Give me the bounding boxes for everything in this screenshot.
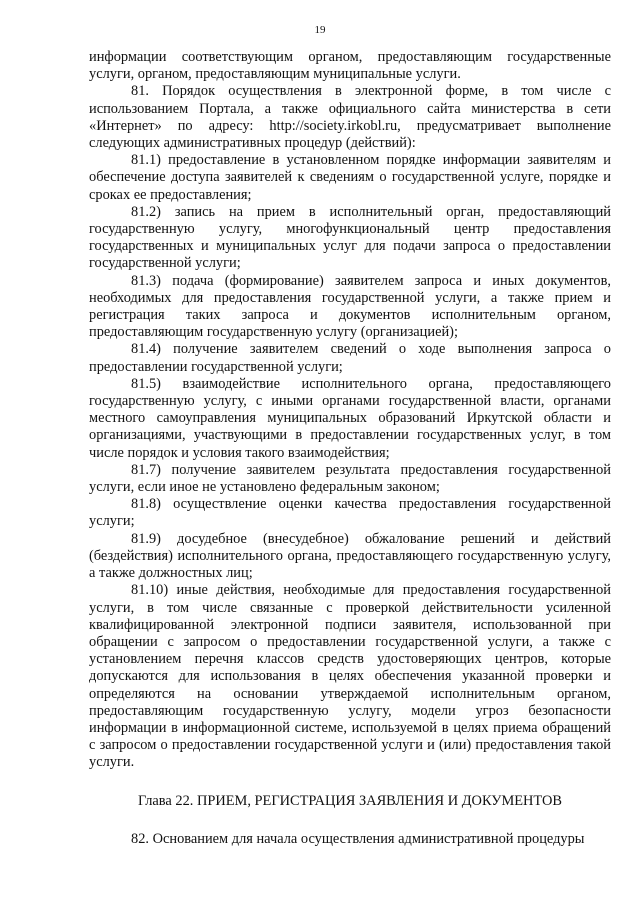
paragraph-81: 81. Порядок осуществления в электронной форме, в том числе с использованием Портала, а также официального сайта министерства в сети «Интернет» по адресу: http://society.irkobl.ru, предусматривает выполнение следующих административных процедур (действий):: [89, 83, 611, 152]
paragraph-81-8: 81.8) осуществление оценки качества предоставления государственной услуги;: [89, 496, 611, 530]
paragraph-81-7: 81.7) получение заявителем результата предоставления государственной услуги, если иное не установлено федеральным законом;: [89, 461, 611, 496]
page-number: 19: [314, 24, 326, 36]
paragraph-81-3: 81.3) подача (формирование) заявителем запроса и иных документов, необходимых для предоставления государственной услуги, а также прием и регистрация таких запроса и документов исполнительным органом, предоставляющим государственную услугу (организацией);: [89, 272, 611, 341]
paragraph-82: 82. Основанием для начала осуществления административной процедуры: [131, 830, 585, 847]
paragraph-continuation: информации соответствующим органом, предоставляющим государственные услуги, органом, предоставляющим муниципальные услуги.: [89, 49, 611, 83]
paragraph-81-4: 81.4) получение заявителем сведений о ходе выполнения запроса о предоставлении государственной услуги;: [89, 341, 611, 375]
chapter-heading: Глава 22. ПРИЕМ, РЕГИСТРАЦИЯ ЗАЯВЛЕНИЯ И ДОКУМЕНТОВ: [137, 792, 563, 809]
paragraph-81-5: 81.5) взаимодействие исполнительного органа, предоставляющего государственную услугу, с иными органами государственной власти, органами местного самоуправления муниципальных образований Иркутской области и организациями, участвующими в предоставлении государственных услуг, в том числе порядок и условия такого взаимодействия;: [89, 375, 611, 461]
document-body: [89, 49, 611, 848]
paragraph-81-1: 81.1) предоставление в установленном порядке информации заявителям и обеспечение доступа заявителей к сведениям о государственной услуге, порядке и сроках ее предоставления;: [89, 152, 611, 203]
paragraph-81-2: 81.2) запись на прием в исполнительный орган, предоставляющий государственную услугу, многофункциональный центр предоставления государственных и муниципальных услуг для подачи запроса о предоставлении государственной услуги;: [89, 203, 611, 272]
paragraph-81-10: 81.10) иные действия, необходимые для предоставления государственной услуги, в том числе связанные с проверкой действительности усиленной квалифицированной электронной подписи заявителя, использованной при обращении с запросом о предоставлении государственной услуги, а также с установлением перечня классов средств удостоверяющих центров, которые допускаются для использования в целях обеспечения указанной проверки и определяются на основании утверждаемой исполнительным органом, предоставляющим государственную услугу, модели угроз безопасности информации в информационной системе, используемой в целях приема обращений с запросом о предоставлении государственной услуги и (или) предоставления такой услуги.: [89, 582, 611, 771]
paragraph-81-9: 81.9) досудебное (внесудебное) обжалование решений и действий (бездействия) исполнительного органа, предоставляющего государственную услугу, а также должностных лиц;: [89, 530, 611, 582]
